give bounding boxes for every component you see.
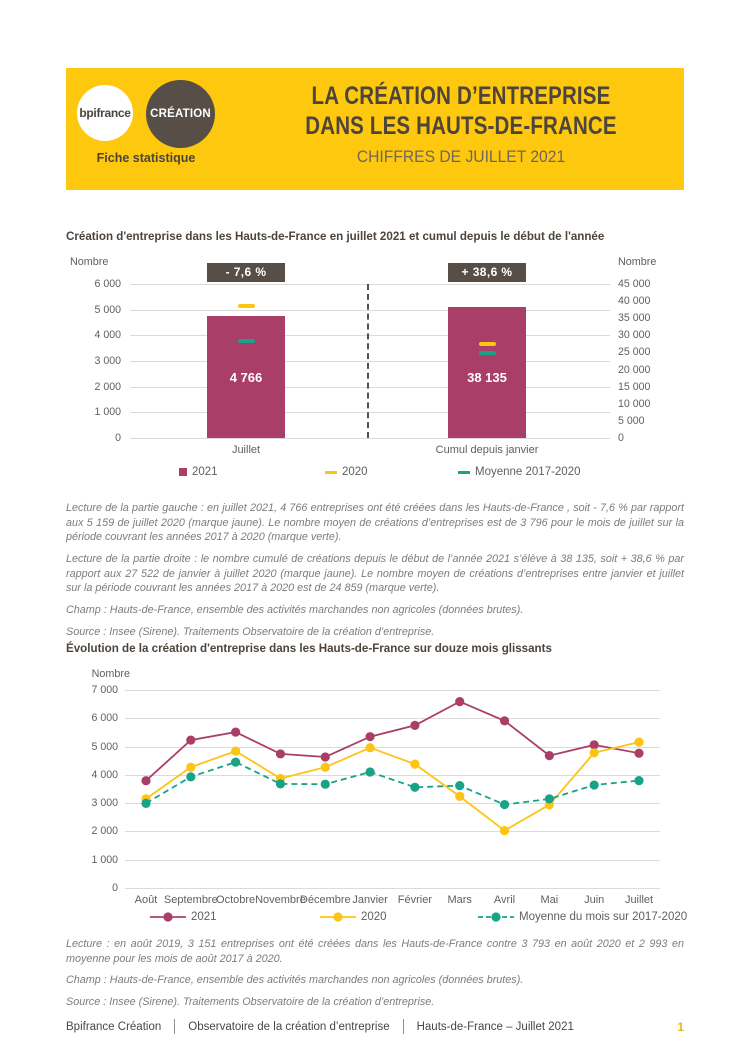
- legend-label: 2020: [361, 911, 387, 923]
- header-tagline: Fiche statistique: [96, 151, 196, 165]
- data-point-Moyenne du mois sur 2017-2020-Avril: [500, 800, 509, 809]
- legend-item: [478, 911, 687, 923]
- note-lecture-droite: Lecture de la partie droite : le nombre cumulé de créations depuis le début de l’année 2021 s’élève à 38 135, soit + 38,6 % par rapport aux 27 522 de janvier à juillet 2020 (marque jaune). Le nombre moyen de créations d’entreprises entre janvier et juillet sur la période couvrant les années 2017 à 2020 est de 24 859 (marque verte).: [66, 553, 684, 595]
- y-axis-tick: 0: [112, 882, 118, 894]
- series-line-Moyenne du mois sur 2017-2020: [146, 762, 639, 805]
- x-axis-label: Novembre: [255, 894, 306, 906]
- bar-value-label: 4 766: [229, 370, 263, 385]
- x-axis-label: Septembre: [163, 894, 218, 906]
- legend-swatch-2021: [179, 468, 187, 476]
- y-axis-tick: 7 000: [91, 684, 118, 696]
- x-axis-label: Avril: [493, 894, 516, 906]
- y-axis-tick: 1 000: [91, 853, 118, 866]
- y-axis-tick-right: 45 000: [618, 278, 651, 290]
- legend-swatch-2020: [320, 911, 356, 923]
- section1-notes: [66, 501, 684, 646]
- mark-2020: [238, 304, 255, 308]
- y-axis-tick-right: 0: [618, 432, 624, 444]
- x-axis-label: Mars: [447, 894, 472, 906]
- legend-label: 2020: [342, 466, 368, 478]
- data-point-2020-Octobre: [231, 746, 240, 755]
- data-point-Moyenne du mois sur 2017-2020-Mars: [455, 781, 464, 790]
- data-point-2021-Mai: [545, 751, 554, 760]
- data-point-2020-Avril: [500, 826, 509, 835]
- data-point-2021-Août: [141, 776, 150, 785]
- gridline: [130, 438, 610, 439]
- y-axis-tick-left: 6 000: [94, 278, 121, 290]
- x-axis-label: Juillet: [231, 444, 261, 456]
- legend-swatch-moyenne: [458, 471, 470, 474]
- y-axis-tick-right: 35 000: [618, 312, 651, 325]
- note-champ: Champ : Hauts-de-France, ensemble des activités marchandes non agricoles (données brutes).: [66, 974, 524, 987]
- doc-subtitle: CHIFFRES DE JUILLET 2021: [356, 147, 566, 166]
- gridline: [130, 387, 610, 388]
- page-number: 1: [677, 1019, 684, 1034]
- legend-item: [320, 911, 387, 923]
- gridline: [130, 284, 610, 285]
- percent-badge: - 7,6 %: [207, 263, 285, 282]
- y-axis-tick-left: 2 000: [94, 380, 121, 393]
- section1-title: Création d'entreprise dans les Hauts-de-France en juillet 2021 et cumul depuis le début de l'année: [66, 230, 605, 243]
- note-champ: Champ : Hauts-de-France, ensemble des activités marchandes non agricoles (données brutes).: [66, 604, 524, 617]
- y-axis-tick: 5 000: [91, 740, 118, 753]
- data-point-Moyenne du mois sur 2017-2020-Septembre: [186, 772, 195, 781]
- data-point-2021-Avril: [500, 716, 509, 725]
- y-axis-tick-right: 30 000: [618, 329, 651, 342]
- gridline: [130, 361, 610, 362]
- doc-title-block: [266, 81, 656, 167]
- gridline: [125, 888, 660, 889]
- data-point-Moyenne du mois sur 2017-2020-Juin: [590, 780, 599, 789]
- data-point-Moyenne du mois sur 2017-2020-Octobre: [231, 758, 240, 767]
- gridline: [130, 335, 610, 336]
- footer-separator: [403, 1019, 404, 1034]
- x-axis-label: Février: [397, 894, 433, 906]
- x-axis-label: Janvier: [352, 894, 388, 906]
- data-point-2021-Décembre: [321, 752, 330, 761]
- section2-title: Évolution de la création d'entreprise dans les Hauts-de-France sur douze mois glissants: [66, 642, 552, 655]
- data-point-2020-Janvier: [365, 743, 374, 752]
- footer: [66, 1019, 684, 1034]
- y-axis-tick-right: 40 000: [618, 295, 651, 308]
- y-axis-tick: 4 000: [91, 768, 118, 781]
- footer-separator: [174, 1019, 175, 1034]
- line-chart: [66, 660, 688, 934]
- y-axis-tick-right: 5 000: [618, 414, 645, 427]
- x-axis-label: Octobre: [216, 894, 256, 906]
- note-source: Source : Insee (Sirene). Traitements Observatoire de la création d’entreprise.: [66, 625, 435, 638]
- legend-item: [179, 466, 218, 478]
- y-axis-tick-left: 3 000: [94, 355, 121, 367]
- legend-swatch-Moyenne du mois sur 2017-2020: [478, 911, 514, 923]
- data-point-2021-Septembre: [186, 735, 195, 744]
- note-lecture: Lecture : en août 2019, 3 151 entreprises ont été créées dans les Hauts-de-France contre 3 793 en août 2020 et 2 993 en moyenne pour les mois de août 2017 à 2020.: [66, 938, 684, 965]
- data-point-2021-Janvier: [365, 732, 374, 741]
- legend-label: 2021: [192, 466, 218, 478]
- data-point-2021-Octobre: [231, 728, 240, 737]
- data-point-Moyenne du mois sur 2017-2020-Février: [410, 783, 419, 792]
- x-axis-label: Cumul depuis janvier: [435, 444, 539, 456]
- y-axis-tick-right: 20 000: [618, 363, 651, 376]
- legend-item: [458, 466, 581, 478]
- data-point-2021-Juin: [590, 740, 599, 749]
- right-axis-name: Nombre: [618, 256, 657, 268]
- data-point-2021-Juillet: [634, 749, 643, 758]
- gridline: [130, 310, 610, 311]
- data-point-2020-Mars: [455, 792, 464, 801]
- data-point-2020-Juin: [590, 748, 599, 757]
- series-line-2020: [146, 742, 639, 831]
- y-axis-tick: 6 000: [91, 712, 118, 725]
- data-point-2020-Décembre: [321, 763, 330, 772]
- y-axis-tick-left: 0: [115, 432, 121, 444]
- gridline: [130, 412, 610, 413]
- footer-observatoire: Observatoire de la création d’entreprise: [188, 1020, 390, 1033]
- data-point-Moyenne du mois sur 2017-2020-Novembre: [276, 779, 285, 788]
- percent-badge: + 38,6 %: [448, 263, 526, 282]
- data-point-2020-Juillet: [634, 737, 643, 746]
- doc-title-line2: DANS LES HAUTS-DE-FRANCE: [305, 112, 617, 140]
- mark-moyenne: [238, 339, 255, 343]
- y-axis-tick: 2 000: [91, 825, 118, 838]
- y-axis-tick-right: 15 000: [618, 380, 651, 393]
- x-axis-label: Juin: [584, 894, 605, 906]
- data-point-Moyenne du mois sur 2017-2020-Mai: [545, 794, 554, 803]
- x-axis-label: Mai: [540, 894, 559, 906]
- data-point-2021-Mars: [455, 697, 464, 706]
- note-lecture-gauche: Lecture de la partie gauche : en juillet 2021, 4 766 entreprises ont été créées dans les Hauts-de-France , soit - 7,6 % par rapport aux 5 159 de juillet 2020 (marque jaune). Le nombre moyen de créations d’entreprises est de 3 796 pour le mois de juillet sur la période couvrant les années 2017 à 2020 (marque verte).: [66, 502, 684, 544]
- y-axis-tick-right: 25 000: [618, 346, 651, 359]
- bpifrance-logo: [77, 85, 133, 141]
- header-band: [66, 68, 684, 190]
- mark-moyenne: [479, 351, 496, 355]
- data-point-Moyenne du mois sur 2017-2020-Décembre: [321, 780, 330, 789]
- bpifrance-logo-text: bpifrance: [79, 106, 131, 120]
- footer-brand: Bpifrance Création: [66, 1020, 162, 1033]
- doc-title-line1: LA CRÉATION D’ENTREPRISE: [311, 82, 611, 110]
- data-point-2020-Février: [410, 760, 419, 769]
- bar-value-label: 38 135: [467, 370, 507, 385]
- y-axis-tick-left: 5 000: [94, 303, 121, 316]
- legend-label: 2021: [191, 911, 217, 923]
- section2-notes: [66, 937, 684, 1017]
- data-point-2021-Février: [410, 721, 419, 730]
- footer-region-date: Hauts-de-France – Juillet 2021: [416, 1020, 574, 1033]
- y-axis-tick-left: 1 000: [94, 406, 121, 419]
- y-axis-name: Nombre: [91, 668, 130, 680]
- data-point-2020-Septembre: [186, 763, 195, 772]
- x-axis-label: Décembre: [299, 894, 351, 906]
- left-axis-name: Nombre: [70, 256, 109, 268]
- legend-label: Moyenne 2017-2020: [475, 466, 581, 478]
- chart-divider: [367, 284, 369, 438]
- legend-item: [325, 466, 368, 478]
- creation-logo-text: CRÉATION: [150, 108, 211, 120]
- data-point-Moyenne du mois sur 2017-2020-Août: [141, 799, 150, 808]
- x-axis-label: Août: [134, 894, 158, 906]
- x-axis-label: Juillet: [624, 894, 654, 906]
- y-axis-tick-left: 4 000: [94, 329, 121, 342]
- legend-item: [150, 911, 217, 923]
- y-axis-tick: 3 000: [91, 797, 118, 810]
- data-point-2021-Novembre: [276, 749, 285, 758]
- legend-label: Moyenne du mois sur 2017-2020: [519, 911, 688, 923]
- data-point-Moyenne du mois sur 2017-2020-Janvier: [365, 767, 374, 776]
- line-plot: [125, 690, 660, 888]
- bar-chart: [66, 256, 684, 496]
- data-point-Moyenne du mois sur 2017-2020-Juillet: [634, 776, 643, 785]
- creation-logo: [146, 80, 215, 148]
- legend-swatch-2020: [325, 471, 337, 474]
- series-line-2021: [146, 702, 639, 781]
- legend-swatch-2021: [150, 911, 186, 923]
- mark-2020: [479, 342, 496, 346]
- y-axis-tick-right: 10 000: [618, 397, 651, 410]
- note-source: Source : Insee (Sirene). Traitements Observatoire de la création d’entreprise.: [66, 996, 435, 1009]
